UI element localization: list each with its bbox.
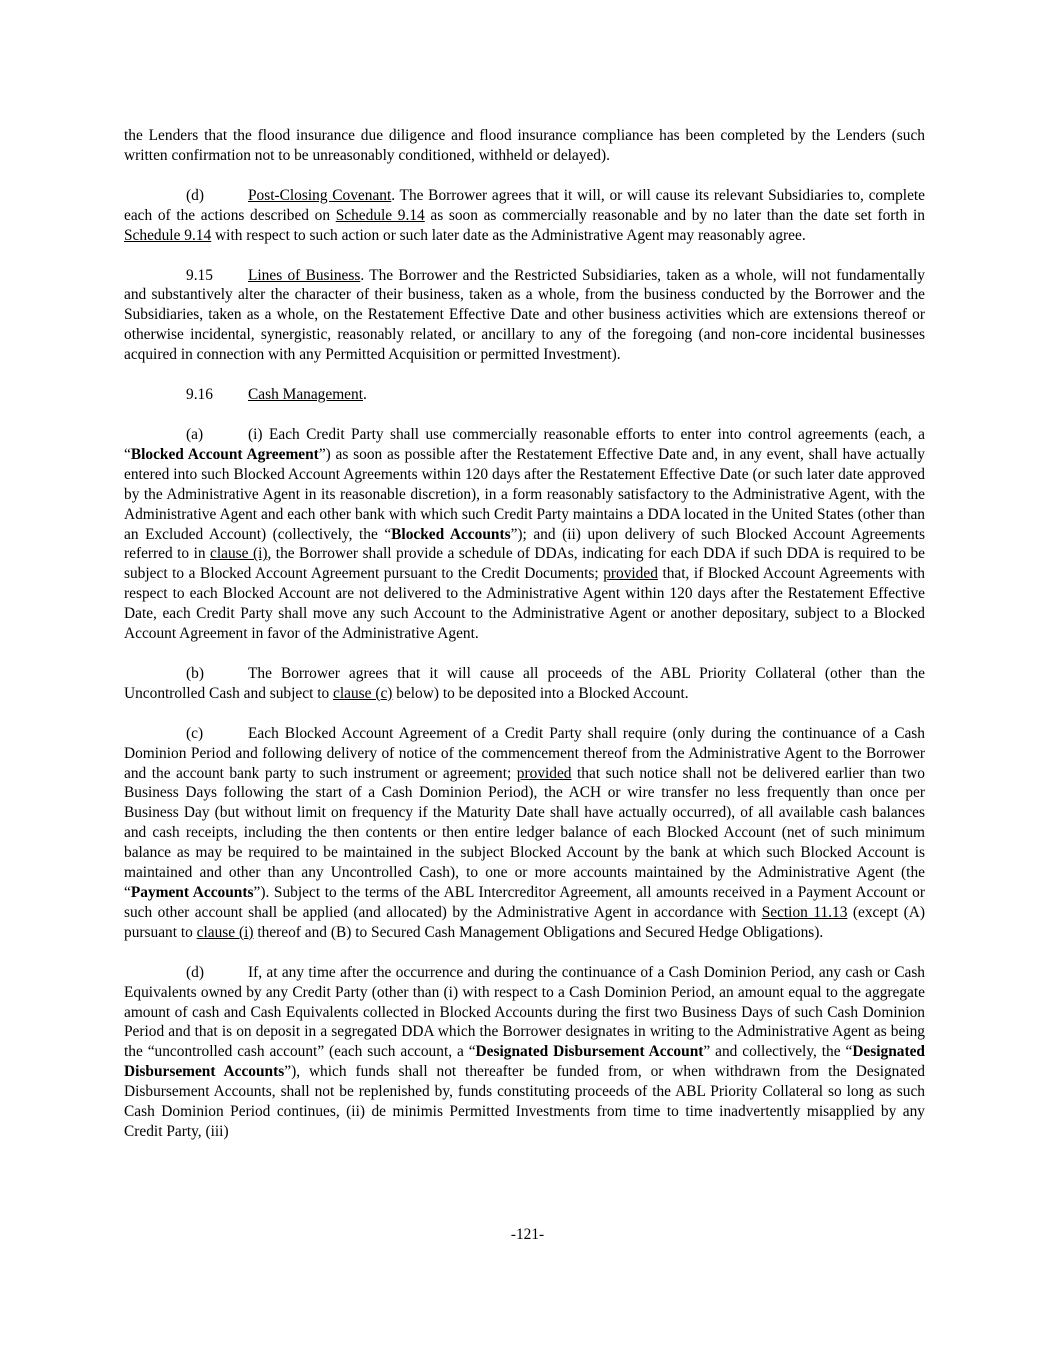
- section-heading: Cash Management: [248, 386, 363, 404]
- clause-label: (d): [186, 186, 204, 204]
- clause-reference: clause (i): [196, 923, 254, 941]
- clause-label: (b): [186, 664, 204, 682]
- paragraph-post-closing-covenant: (d) Post-Closing Covenant. The Borrower agrees that it will, or will cause its relevant Subsidiaries to, complete each of the actions described on Schedule 9.14 as soon as commercially reasonable and by no later than the date set forth in Schedule 9.14 with respect to such action or such later date as the Administrative Agent may reasonably agree.: [124, 186, 926, 244]
- clause-label: (a): [186, 425, 204, 443]
- page-number: -121-: [510, 1226, 545, 1243]
- defined-term: Payment Accounts: [130, 884, 254, 901]
- schedule-reference: Schedule 9.14: [335, 206, 425, 224]
- proviso-term: provided: [603, 565, 658, 583]
- clause-d: (d) If, at any time after the occurrence and during the continuance of a Cash Dominion Period, any cash or Cash Equivalents owned by any Credit Party (other than (i) with respect to a Cash Dominion Period, an amount equal to the aggregate amount of cash and Cash Equivalents collected in Blocked Accounts during the first two Business Days of such Cash Dominion Period and that is on deposit in a segregated DDA which the Borrower designates in writing to the Administrative Agent as being the “uncontrolled cash account” (each such account, a “Designated Disbursement Account” and collectively, the “Designated Disbursement Accounts”), which funds shall not thereafter be funded from, or when withdrawn from the Designated Disbursement Accounts, shall not be replenished by, funds constituting proceeds of the ABL Priority Collateral so long as such Cash Dominion Period continues, (ii) de minimis Permitted Investments from time to time inadvertently misapplied by any Credit Party, (iii): [124, 963, 925, 1140]
- section-reference: Section 11.13: [761, 903, 848, 921]
- proviso-term: provided: [516, 764, 572, 782]
- defined-term: Blocked Account Agreement: [130, 445, 319, 463]
- section-heading: Lines of Business: [248, 266, 361, 284]
- clause-label: (d): [186, 963, 204, 981]
- clause-reference: clause (c): [333, 684, 393, 702]
- section-9-15: 9.15 Lines of Business. The Borrower and the Restricted Subsidiaries, taken as a whole, will not fundamentally and substantively alter the character of their business, taken as a whole, from the business conducted by the Borrower and the Subsidiaries, taken as a whole, on the Restatement Effective Date and other business activities which are extensions thereof or otherwise incidental, synergistic, reasonably related, or ancillary to any of the foregoing (and non-core incidental businesses acquired in connection with any Permitted Acquisition or permitted Investment).: [124, 266, 925, 364]
- clause-reference: clause (i): [210, 545, 268, 563]
- schedule-reference: Schedule 9.14: [124, 226, 212, 244]
- defined-term: Designated Disbursement Accounts: [124, 1043, 925, 1081]
- section-9-16-heading: 9.16 Cash Management.: [186, 386, 367, 404]
- body-text: [124, 126, 925, 1142]
- clause-label: (c): [186, 724, 204, 742]
- defined-term: Blocked Accounts: [391, 525, 511, 543]
- clause-a: (a) (i) Each Credit Party shall use commercially reasonable efforts to enter into control agreements (each, a “Blocked Account Agreement”) as soon as possible after the Restatement Effective Date and, in any event, shall have actually entered into such Blocked Account Agreements within 120 days after the Restatement Effective Date (or such later date approved by the Administrative Agent in its reasonable discretion), in a form reasonably satisfactory to the Administrative Agent, with the Administrative Agent and each other bank with which such Credit Party maintains a DDA located in the United States (other than an Excluded Account) (collectively, the “Blocked Accounts”); and (ii) upon delivery of such Blocked Account Agreements referred to in clause (i), the Borrower shall provide a schedule of DDAs, indicating for each DDA if such DDA is required to be subject to a Blocked Account Agreement pursuant to the Credit Documents; provided that, if Blocked Account Agreements with respect to each Blocked Account are not delivered to the Administrative Agent within 120 days after the Restatement Effective Date, each Credit Party shall move any such Account to the Administrative Agent or another depositary, subject to a Blocked Account Agreement in favor of the Administrative Agent.: [124, 425, 926, 643]
- section-heading: Post-Closing Covenant: [248, 186, 392, 204]
- section-number: 9.15: [186, 266, 213, 284]
- defined-term: Designated Disbursement Account: [475, 1043, 704, 1061]
- clause-c: (c) Each Blocked Account Agreement of a Credit Party shall require (only during the continuance of a Cash Dominion Period and following delivery of notice of the commencement thereof from the Administrative Agent to the Borrower and the account bank party to such instrument or agreement; provided that such notice shall not be delivered earlier than two Business Days following the start of a Cash Dominion Period), the ACH or wire transfer no less frequently than once per Business Day (but without limit on frequency if the Maturity Date shall have actually occurred), of all available cash balances and cash receipts, including the then contents or then entire ledger balance of each Blocked Account (net of such minimum balance as may be required to be maintained in the subject Blocked Account by the bank at which such Blocked Account is maintained and other than any Uncontrolled Cash), to one or more accounts maintained by the Administrative Agent (the “Payment Accounts”). Subject to the terms of the ABL Intercreditor Agreement, all amounts received in a Payment Account or such other account shall be applied (and allocated) by the Administrative Agent in accordance with Section 11.13 (except (A) pursuant to clause (i) thereof and (B) to Secured Cash Management Obligations and Secured Hedge Obligations).: [124, 724, 926, 941]
- clause-b: (b) The Borrower agrees that it will cause all proceeds of the ABL Priority Collateral (other than the Uncontrolled Cash and subject to clause (c) below) to be deposited into a Blocked Account.: [124, 664, 925, 702]
- paragraph-flood-insurance: the Lenders that the flood insurance due diligence and flood insurance compliance has been completed by the Lenders (such written confirmation not to be unreasonably conditioned, withheld or delayed).: [124, 127, 925, 164]
- section-number: 9.16: [186, 386, 213, 404]
